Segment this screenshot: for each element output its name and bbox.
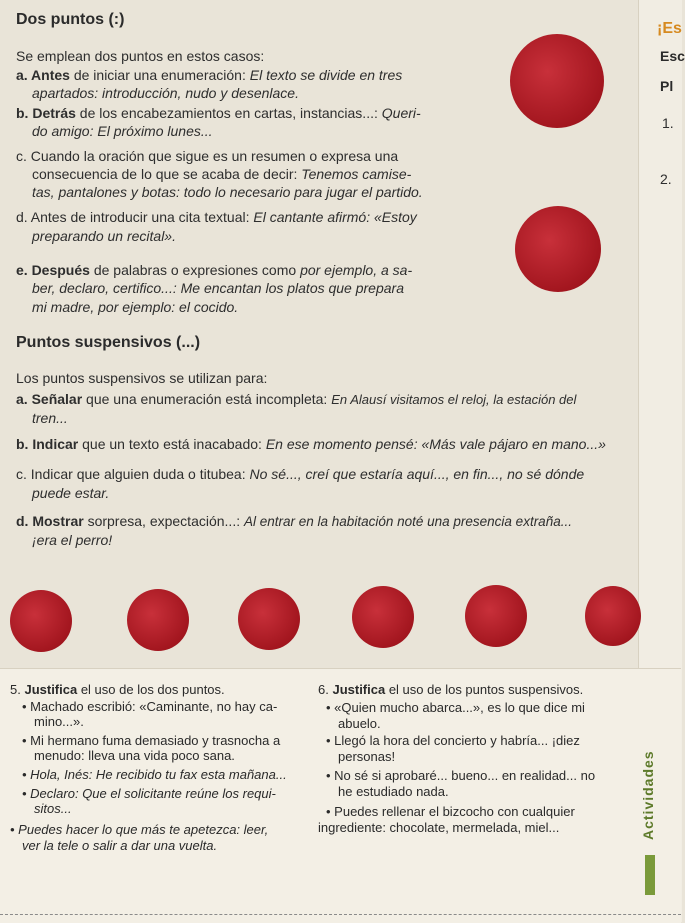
rule-c-text: consecuencia de lo que se acaba de decir: (32, 166, 302, 182)
rule-a-example: El texto se divide en tres (249, 67, 403, 83)
red-dot-decoration (127, 589, 189, 651)
rule2-a-line-2: tren... (32, 410, 68, 426)
rule2-b-line-1 (16, 435, 606, 453)
rule-a-text: de iniciar una enumeración: (69, 67, 250, 83)
question-5-header (10, 682, 225, 698)
q6-item-3: • No sé si aprobaré... bueno... en realidad... no (326, 768, 595, 784)
rule-a-line-2: apartados: introducción, nudo y desenlace. (32, 85, 299, 101)
rule2-c-line-2: puede estar. (32, 485, 110, 501)
question-5-number: 5. (10, 682, 21, 697)
q6-item-3-cont: he estudiado nada. (338, 784, 449, 799)
rule-c-line-1: c. Cuando la oración que sigue es un resumen o expresa una (16, 148, 399, 164)
red-dot-decoration (238, 588, 300, 650)
right-page-fragment-5: 2. (660, 171, 672, 187)
q6-item-4: • Puedes rellenar el bizcocho con cualquier (326, 804, 575, 820)
red-dot-decoration (515, 206, 601, 292)
rule-d-line-2: preparando un recital». (32, 228, 176, 244)
question-6-header (318, 682, 583, 698)
rule2-b-example: En ese momento pensé: «Más vale pájaro en mano...» (265, 436, 606, 452)
red-dot-decoration (585, 586, 641, 646)
q5-item-2: • Mi hermano fuma demasiado y trasnocha a (22, 733, 280, 749)
section2-intro: Los puntos suspensivos se utilizan para: (16, 370, 268, 386)
rule2-c-example: No sé..., creí que estaría aquí..., en fin..., no sé dónde (249, 466, 585, 482)
q6-item-4-cont: ingrediente: chocolate, mermelada, miel... (318, 820, 560, 835)
q5-item-3: • Hola, Inés: He recibido tu fax esta mañana... (22, 767, 287, 783)
rule-a-keyword: a. Antes (16, 67, 70, 83)
rule-e-example: por ejemplo, a sa- (300, 262, 413, 278)
rule-d-example: El cantante afirmó: «Estoy (253, 209, 417, 225)
rule2-b-keyword: b. Indicar (16, 436, 79, 452)
rule2-d-example: Al entrar en la habitación noté una presencia extraña... (244, 514, 572, 529)
right-page-fragment-1: ¡Es (657, 20, 682, 37)
right-page-fragment-2: Esc (660, 48, 685, 64)
right-page-fragment-4: 1. (662, 115, 674, 131)
rule-c-example: Tenemos camise- (301, 166, 412, 182)
rule-b-line-1 (16, 104, 421, 122)
q6-item-1: • «Quien mucho abarca...», es lo que dice mi (326, 700, 585, 716)
q5-item-5: • Puedes hacer lo que más te apetezca: leer, (10, 822, 268, 838)
rule2-d-keyword: d. Mostrar (16, 513, 84, 529)
rule-e-text: de palabras o expresiones como (89, 262, 301, 278)
rule-b-text: de los encabezamientos en cartas, instancias...: (75, 105, 382, 121)
rule-b-line-2: do amigo: El próximo lunes... (32, 123, 213, 139)
rule2-a-line-1 (16, 390, 576, 409)
q6-item-2-cont: personas! (338, 749, 396, 764)
section-title-dos-puntos: Dos puntos (:) (16, 11, 125, 28)
section-title-puntos-suspensivos: Puntos suspensivos (...) (16, 334, 201, 351)
rule-c-line-3: tas, pantalones y botas: todo lo necesario para jugar el partido. (32, 184, 423, 200)
question-5-text: el uso de los dos puntos. (77, 682, 225, 697)
rule-e-line-3: mi madre, por ejemplo: el cocido. (32, 299, 239, 315)
rule-c-line-2 (32, 165, 411, 183)
rule-d-line-1 (16, 208, 417, 226)
rule2-c-line-1 (16, 465, 584, 483)
rule2-d-text: sorpresa, expectación...: (83, 513, 244, 529)
rule-b-keyword: b. Detrás (16, 105, 76, 121)
q5-item-4-cont: sitos... (34, 801, 72, 816)
rule2-d-line-1 (16, 512, 572, 531)
rule2-a-keyword: a. Señalar (16, 391, 83, 407)
rule-e-line-1 (16, 261, 412, 279)
activities-side-label: Actividades (640, 750, 656, 840)
rule2-d-line-2: ¡era el perro! (32, 532, 113, 548)
rule2-b-text: que un texto está inacabado: (78, 436, 266, 452)
right-page-fragment-3: Pl (660, 78, 674, 94)
red-dot-decoration (10, 590, 72, 652)
question-6-text: el uso de los puntos suspensivos. (385, 682, 584, 697)
dashed-divider (0, 914, 681, 915)
rule-e-line-2: ber, declaro, certifico...: Me encantan los platos que prepara (32, 280, 404, 296)
rule2-a-example: En Alausí visitamos el reloj, la estación del (331, 392, 577, 407)
section-intro: Se emplean dos puntos en estos casos: (16, 48, 265, 64)
red-dot-decoration (352, 586, 414, 648)
rule-a-line-1 (16, 66, 402, 84)
rule-b-example: Queri- (381, 105, 421, 121)
q6-item-2: • Llegó la hora del concierto y habría... ¡diez (326, 733, 580, 749)
q5-item-5-cont: ver la tele o salir a dar una vuelta. (22, 838, 218, 853)
q5-item-2-cont: menudo: lleva una vida poco sana. (34, 748, 235, 763)
red-dot-decoration (510, 34, 604, 128)
question-6-number: 6. (318, 682, 329, 697)
rule-e-keyword: e. Después (16, 262, 90, 278)
rule2-a-text: que una enumeración está incompleta: (82, 391, 332, 407)
question-6-keyword: Justifica (332, 682, 386, 697)
q5-item-4: • Declaro: Que el solicitante reúne los requi- (22, 786, 276, 802)
red-dot-decoration (465, 585, 527, 647)
rule-d-text: d. Antes de introducir una cita textual: (16, 209, 254, 225)
q5-item-1-cont: mino...». (34, 714, 84, 729)
q5-item-1: • Machado escribió: «Caminante, no hay ca- (22, 699, 277, 715)
rule2-c-text: c. Indicar que alguien duda o titubea: (16, 466, 250, 482)
question-5-keyword: Justifica (24, 682, 78, 697)
q6-item-1-cont: abuelo. (338, 716, 381, 731)
green-tab-marker (645, 855, 655, 895)
